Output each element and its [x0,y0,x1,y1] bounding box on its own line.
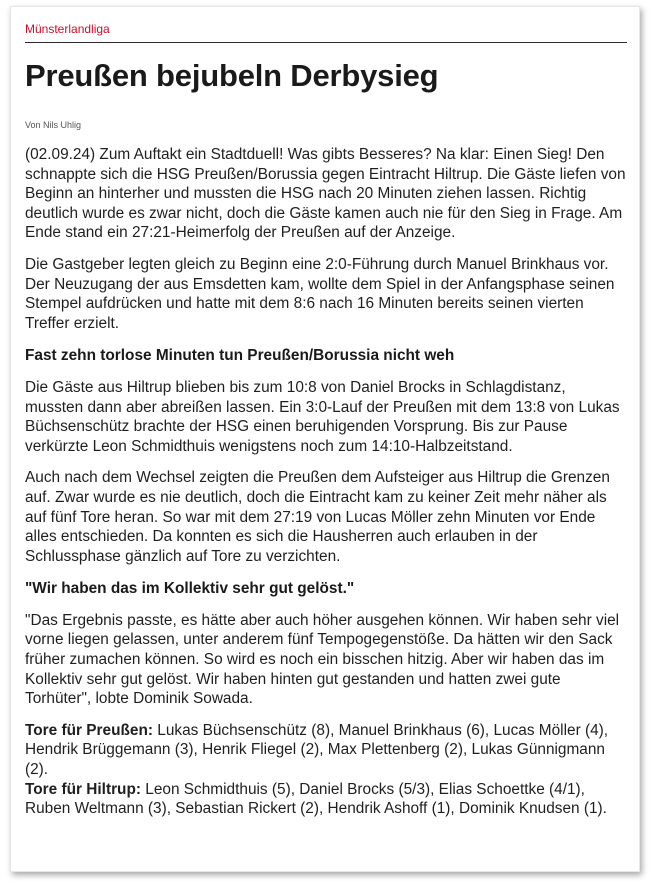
paragraph-opening-phase: Die Gastgeber legten gleich zu Beginn eine 2:0-Führung durch Manuel Brinkhaus vor. Der Neuzugang der aus Emsdetten kam, wollte dem Spiel in der Anfangsphase seinen Stempel aufdrücken und hatte mit dem 8:6 nach 16 Minuten bereits seinen vierten Treffer erzielt. [25,255,615,332]
scorers-section [25,721,627,819]
category-kicker[interactable]: Münsterlandliga [25,21,627,43]
scorers-home [25,721,627,780]
subheading-torlose-minuten: Fast zehn torlose Minuten tun Preußen/Borussia nicht weh [25,347,455,365]
scorers-away [25,780,627,819]
article-content [25,21,627,819]
paragraph-second-half: Auch nach dem Wechsel zeigten die Preußen dem Aufsteiger aus Hiltrup die Grenzen auf. Zwar wurde es nie deutlich, doch die Eintracht kam zu keiner Zeit mehr näher als auf fünf Tore heran. So war mit dem 27:19 von Lucas Möller zehn Minuten vor Ende alles entschieden. Da konnten es sich die Hausherren auch erlauben in der Schlussphase gänzlich auf Tore zu verzichten. [25,469,610,565]
scorers-away-list: Leon Schmidthuis (5), Daniel Brocks (5/3), Elias Schoettke (4/1), Ruben Weltmann (3), Sebastian Rickert (2), Hendrik Ashoff (1), Dominik Knudsen (1). [25,780,607,818]
subheading-quote: "Wir haben das im Kollektiv sehr gut gelöst." [25,580,355,598]
scorers-away-label: Tore für Hiltrup: [25,780,141,798]
paragraph-first-half: Die Gäste aus Hiltrup blieben bis zum 10:8 von Daniel Brocks in Schlagdistanz, mussten dann aber abreißen lassen. Ein 3:0-Lauf der Preußen mit dem 13:8 von Lukas Büchsenschütz brachte der HSG einen beruhigenden Vorsprung. Bis zur Pause verkürzte Leon Schmidthuis wenigstens noch zum 14:10-Halbzeitstand. [25,378,620,455]
author-byline: Von Nils Uhlig [25,120,82,130]
scorers-home-list: Lukas Büchsenschütz (8), Manuel Brinkhaus (6), Lucas Möller (4), Hendrik Brüggemann (3), Henrik Fliegel (2), Max Plettenberg (2), Lukas Günnigmann (2). [25,721,609,779]
article-card [10,6,640,872]
scorers-home-label: Tore für Preußen: [25,721,153,739]
article-title: Preußen bejubeln Derbysieg [25,58,439,93]
paragraph-intro: (02.09.24) Zum Auftakt ein Stadtduell! Was gibts Besseres? Na klar: Einen Sieg! Den schnappte sich die HSG Preußen/Borussia gegen Eintracht Hiltrup. Die Gäste liefen von Beginn an hinterher und mussten die HSG nach 20 Minuten ziehen lassen. Richtig deutlich wurde es zwar nicht, doch die Gäste kamen auch nie für den Sieg in Frage. Am Ende stand ein 27:21-Heimerfolg der Preußen auf der Anzeige. [25,146,626,242]
paragraph-coach-quote: "Das Ergebnis passte, es hätte aber auch höher ausgehen können. Wir haben sehr viel vorne liegen gelassen, unter anderem fünf Tempogegenstöße. Da hätten wir den Sack früher zumachen können. So wird es noch ein bisschen hitzig. Aber wir haben das im Kollektiv sehr gut gelöst. Wir haben hinten gut gestanden und hatten zwei gute Torhüter", lobte Dominik Sowada. [25,611,620,708]
